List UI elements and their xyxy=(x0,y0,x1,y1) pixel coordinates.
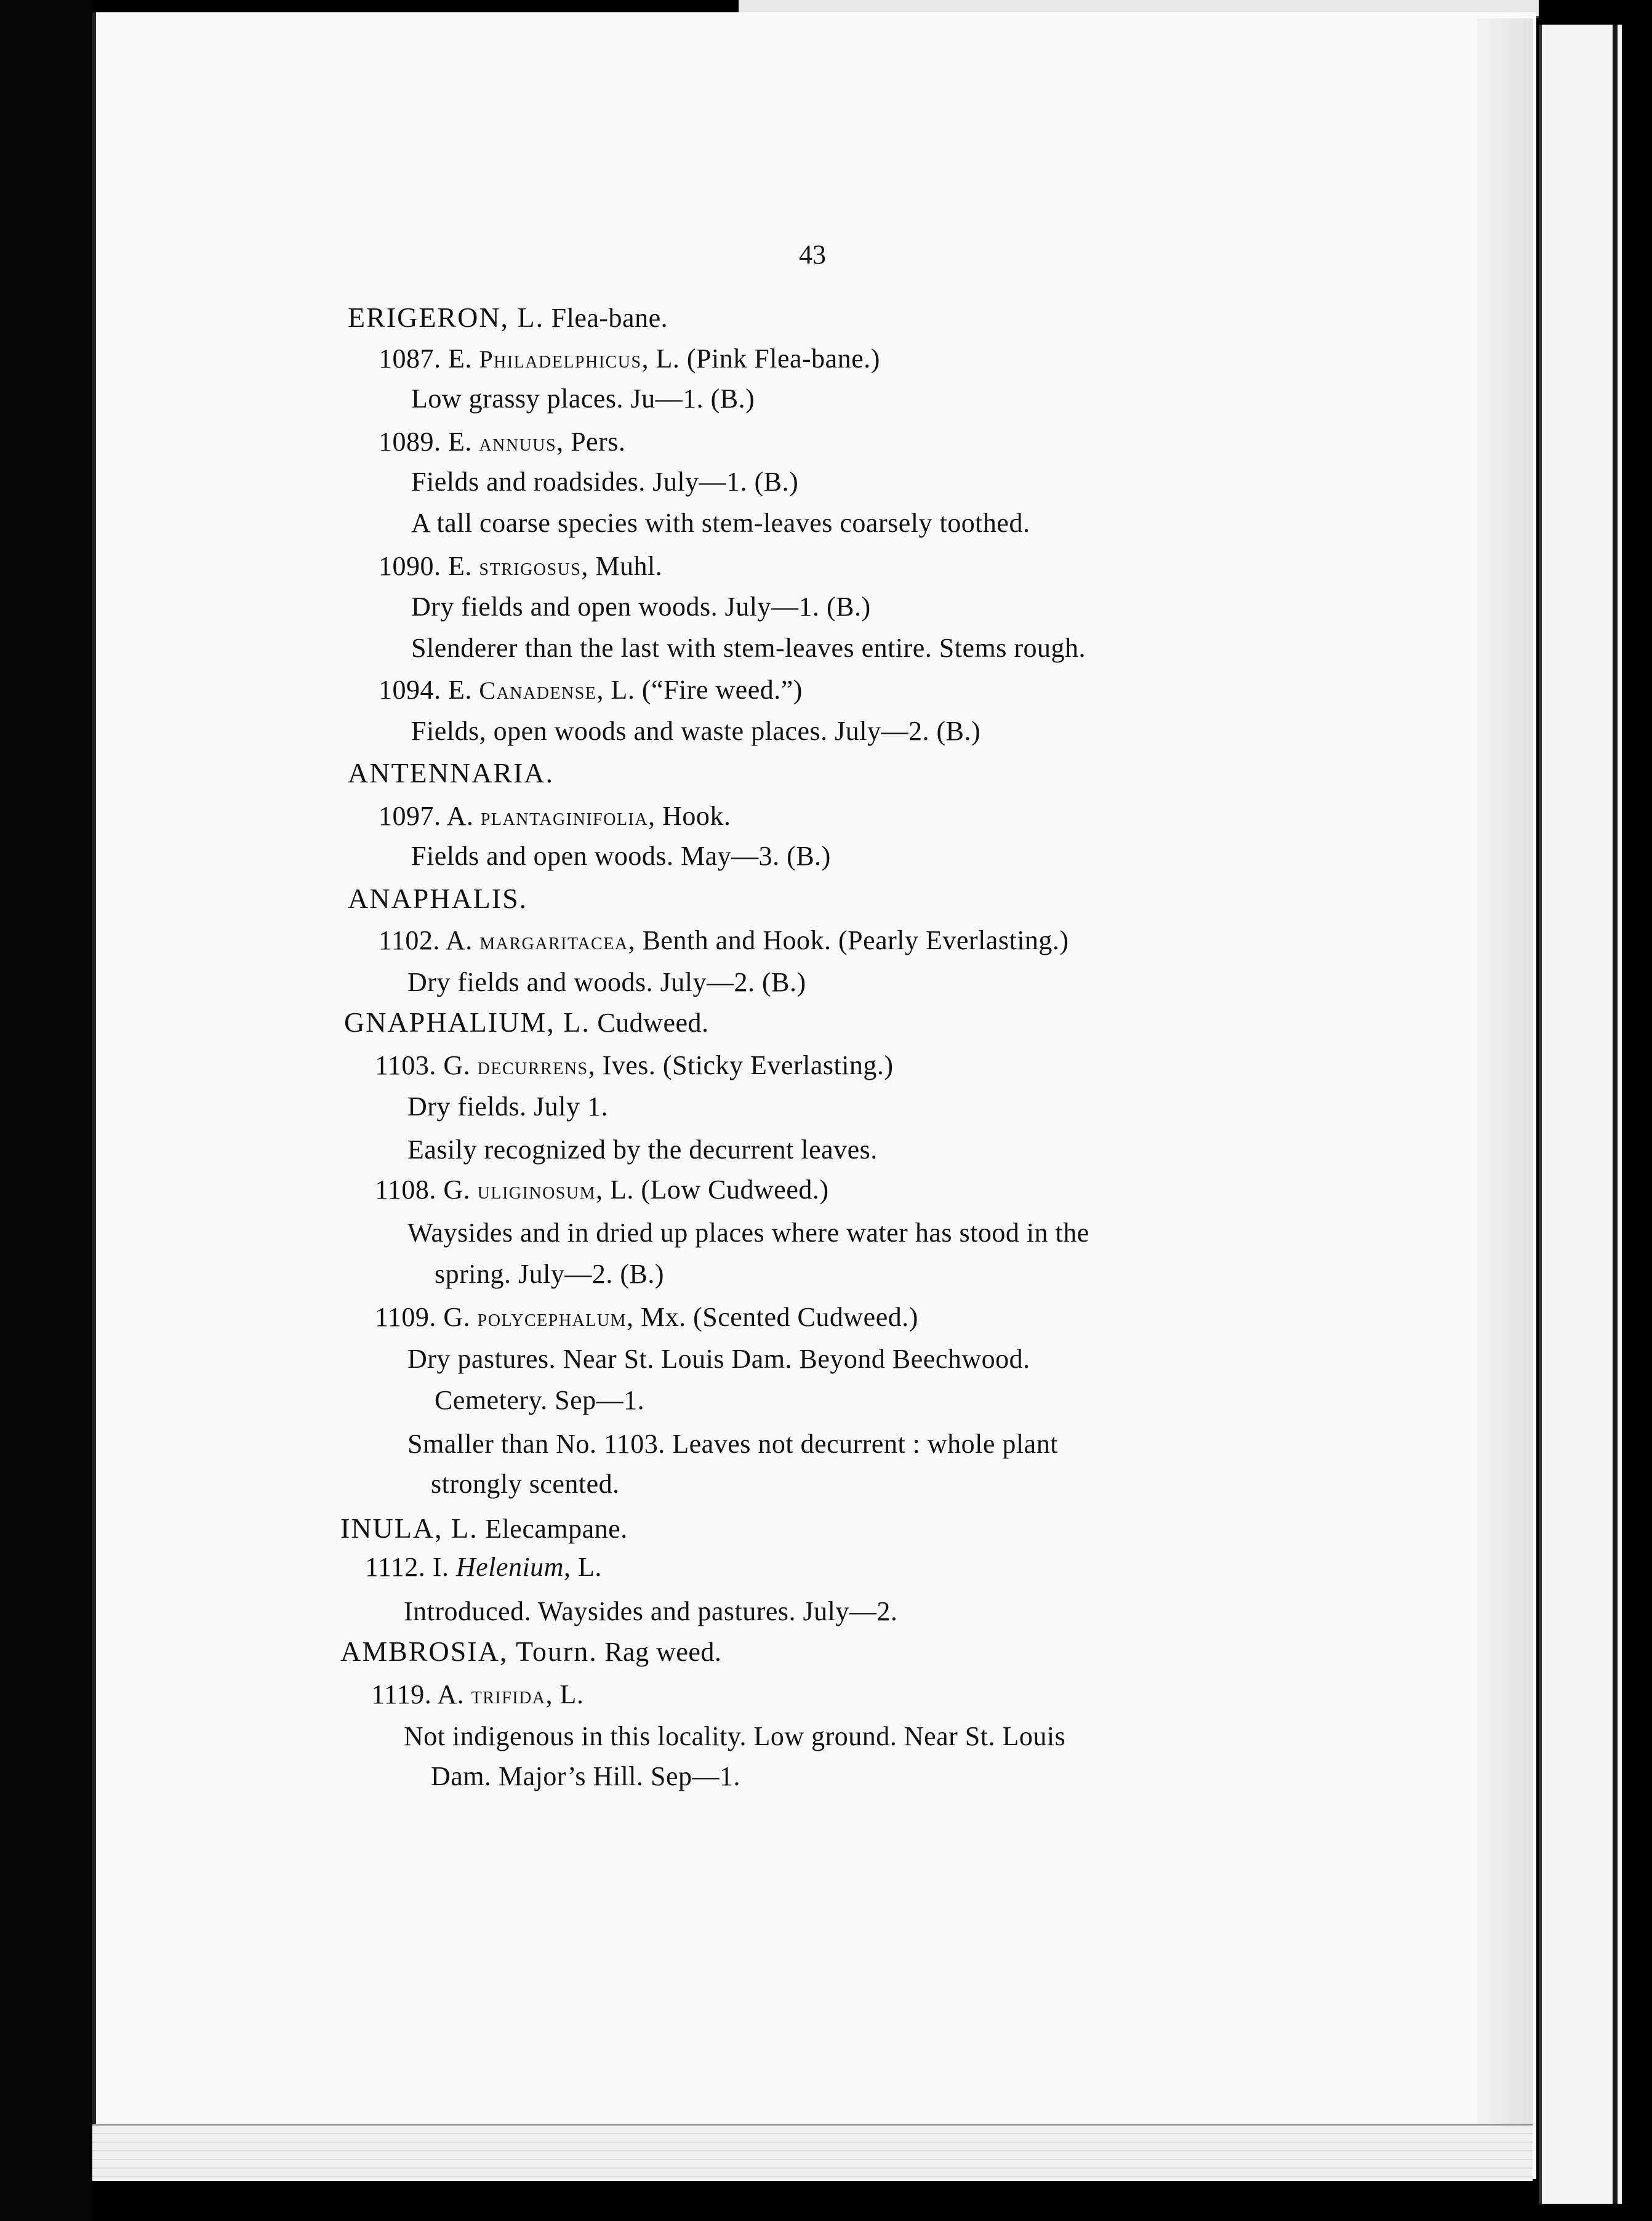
species-authority: , L. (“Fire weed.”) xyxy=(596,675,803,705)
note-text: Easily recognized by the decurrent leaves. xyxy=(407,1135,878,1165)
common-name: Flea-bane. xyxy=(551,303,668,333)
species-entry xyxy=(379,549,662,584)
species-authority: , Muhl. xyxy=(581,551,663,581)
note-text: Dam. Major’s Hill. Sep—1. xyxy=(431,1761,740,1791)
note-line xyxy=(435,1257,664,1291)
species-number: 1112. xyxy=(365,1552,426,1582)
note-line xyxy=(411,382,755,416)
species-number: 1090. xyxy=(379,551,441,581)
common-name: Elecampane. xyxy=(485,1514,628,1544)
species-number: 1097. xyxy=(379,801,441,831)
note-text: Slenderer than the last with stem-leaves entire. Stems rough. xyxy=(411,633,1086,663)
genus-abbrev: E. xyxy=(448,675,472,705)
note-text: Dry fields and open woods. July—1. (B.) xyxy=(411,592,871,622)
species-number: 1108. xyxy=(375,1175,436,1205)
species-authority: , Benth and Hook. (Pearly Everlasting.) xyxy=(628,925,1069,955)
genus-abbrev: E. xyxy=(448,427,472,457)
note-line xyxy=(435,1383,644,1418)
note-text: spring. July—2. (B.) xyxy=(435,1259,664,1289)
species-entry xyxy=(365,1550,602,1584)
species-authority: , Pers. xyxy=(556,427,626,457)
genus-name: AMBROSIA, Tourn. xyxy=(340,1636,598,1667)
genus-heading xyxy=(340,1634,721,1669)
note-line xyxy=(431,1759,740,1794)
note-text: A tall coarse species with stem-leaves coarsely toothed. xyxy=(411,508,1030,538)
note-line xyxy=(407,1133,878,1167)
note-text: Cemetery. Sep—1. xyxy=(435,1385,645,1415)
note-line xyxy=(431,1467,620,1501)
species-epithet: Canadense xyxy=(479,677,597,704)
species-entry xyxy=(375,1048,894,1083)
species-number: 1109. xyxy=(375,1302,436,1332)
species-number: 1094. xyxy=(379,675,441,705)
note-line xyxy=(411,506,1030,540)
species-authority: , Hook. xyxy=(648,801,731,831)
genus-abbrev: A. xyxy=(445,925,473,955)
species-epithet: uliginosum xyxy=(477,1176,596,1204)
genus-abbrev: A. xyxy=(446,801,474,831)
note-line xyxy=(411,839,831,874)
species-entry xyxy=(379,923,1069,958)
genus-name: ANAPHALIS. xyxy=(348,883,528,914)
species-epithet: margaritacea xyxy=(479,927,628,955)
note-text: strongly scented. xyxy=(431,1469,620,1499)
genus-heading xyxy=(348,882,527,917)
genus-abbrev: G. xyxy=(443,1302,471,1332)
species-epithet: plantaginifolia xyxy=(480,803,649,830)
note-text: Dry fields and woods. July—2. (B.) xyxy=(407,967,806,997)
species-authority: , Mx. (Scented Cudweed.) xyxy=(626,1302,918,1332)
species-epithet: decurrens xyxy=(477,1052,588,1080)
genus-heading xyxy=(340,1511,628,1546)
genus-heading xyxy=(348,300,668,335)
genus-heading xyxy=(344,1005,709,1040)
genus-name: ANTENNARIA. xyxy=(348,757,555,789)
common-name: Rag weed. xyxy=(604,1637,722,1667)
note-line xyxy=(407,965,806,1000)
note-line xyxy=(411,465,798,499)
note-text: Fields and open woods. May—3. (B.) xyxy=(411,841,831,871)
note-text: Dry pastures. Near St. Louis Dam. Beyond Beechwood. xyxy=(407,1344,1030,1374)
genus-name: GNAPHALIUM, L. xyxy=(344,1006,590,1038)
note-text: Waysides and in dried up places where water has stood in the xyxy=(407,1218,1089,1248)
note-line xyxy=(404,1594,897,1629)
note-line xyxy=(407,1427,1058,1461)
species-entry xyxy=(371,1677,583,1713)
species-entry xyxy=(379,799,731,834)
page-number: 43 xyxy=(799,239,826,270)
genus-abbrev: E. xyxy=(448,343,472,374)
note-text: Dry fields. July 1. xyxy=(407,1091,609,1122)
genus-abbrev: G. xyxy=(443,1050,471,1080)
species-epithet: strigosus xyxy=(479,553,582,580)
species-authority: , L. xyxy=(563,1552,602,1582)
genus-name: ERIGERON, L. xyxy=(348,302,545,333)
species-number: 1102. xyxy=(379,925,440,955)
species-authority: , L. xyxy=(545,1679,584,1709)
species-entry xyxy=(379,673,803,708)
note-text: Smaller than No. 1103. Leaves not decurrent : whole plant xyxy=(407,1429,1058,1459)
species-entry xyxy=(379,425,625,460)
species-entry xyxy=(375,1173,829,1208)
note-line xyxy=(411,590,871,624)
note-line xyxy=(404,1719,1065,1754)
genus-name: INULA, L. xyxy=(340,1512,478,1544)
species-authority: , L. (Low Cudweed.) xyxy=(595,1175,829,1205)
species-epithet: Helenium xyxy=(455,1552,564,1582)
species-authority: , Ives. (Sticky Everlasting.) xyxy=(588,1050,894,1080)
note-line xyxy=(411,631,1086,665)
species-epithet: polycephalum xyxy=(477,1304,627,1331)
genus-abbrev: G. xyxy=(443,1175,471,1205)
note-text: Introduced. Waysides and pastures. July—2. xyxy=(404,1596,898,1626)
note-text: Not indigenous in this locality. Low ground. Near St. Louis xyxy=(404,1721,1066,1751)
species-epithet: trifida xyxy=(471,1681,546,1709)
species-authority: , L. (Pink Flea-bane.) xyxy=(641,343,880,374)
note-text: Fields, open woods and waste places. July—2. (B.) xyxy=(411,716,981,746)
species-entry xyxy=(375,1300,918,1335)
species-number: 1089. xyxy=(379,427,441,457)
species-epithet: annuus xyxy=(479,428,557,456)
genus-heading xyxy=(348,756,554,791)
species-entry xyxy=(379,342,880,377)
genus-abbrev: A. xyxy=(437,1679,465,1709)
note-line xyxy=(407,1216,1089,1250)
species-epithet: Philadelphicus xyxy=(479,345,642,373)
species-number: 1087. xyxy=(379,343,441,374)
species-number: 1119. xyxy=(371,1679,432,1709)
note-text: Low grassy places. Ju—1. (B.) xyxy=(411,384,755,414)
genus-abbrev: I. xyxy=(432,1552,449,1582)
species-number: 1103. xyxy=(375,1050,436,1080)
note-line xyxy=(407,1342,1030,1376)
common-name: Cudweed. xyxy=(597,1008,709,1038)
note-line xyxy=(407,1090,608,1124)
note-line xyxy=(411,714,980,749)
note-text: Fields and roadsides. July—1. (B.) xyxy=(411,467,799,497)
genus-abbrev: E. xyxy=(448,551,472,581)
